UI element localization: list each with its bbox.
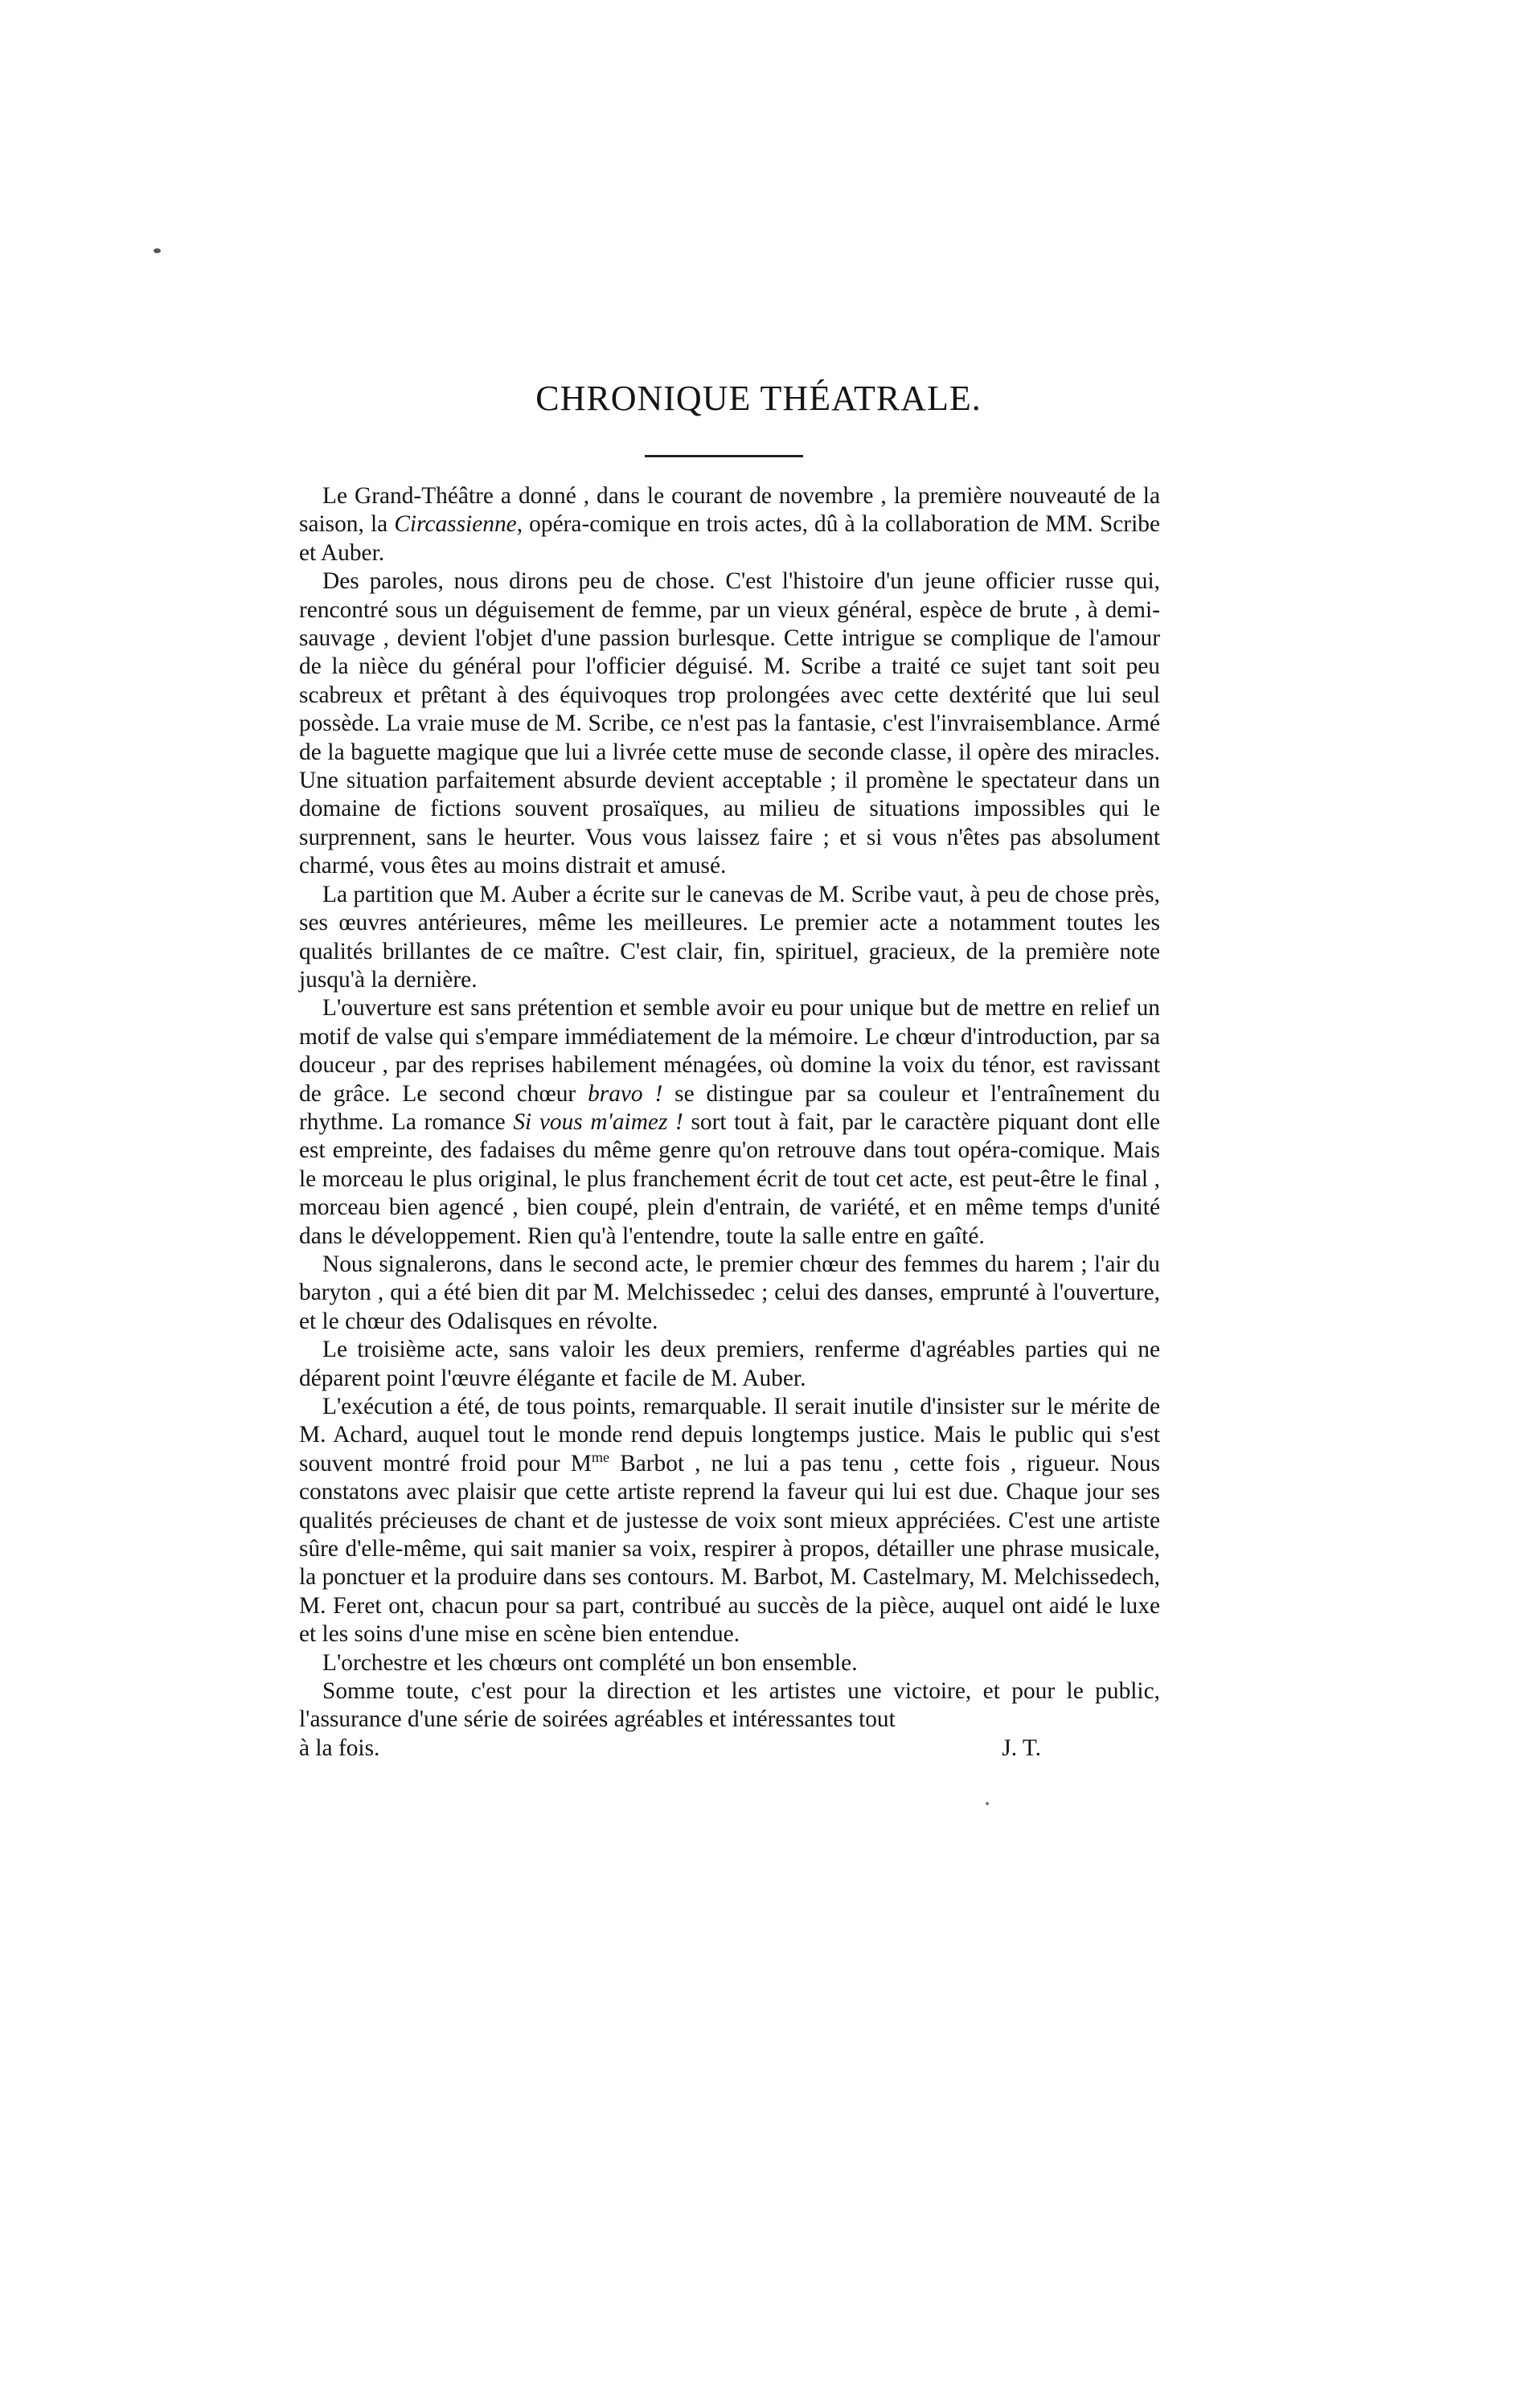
italic-text: Circassienne	[394, 511, 517, 538]
paragraph-text: Somme toute, c'est pour la direction et les artistes une victoire, et pour le public, l'assurance d'une série de soirées agréables et intéressantes tout	[299, 1678, 1160, 1733]
paragraph	[299, 1677, 1160, 1734]
closing-text: à la fois.	[299, 1734, 380, 1761]
paragraph	[299, 881, 1160, 995]
ink-speck	[154, 248, 161, 253]
paragraph	[299, 1649, 1160, 1677]
title-rule	[645, 455, 803, 457]
paragraph	[299, 482, 1160, 567]
article-title: CHRONIQUE THÉATRALE.	[535, 379, 982, 418]
paragraph-text: L'exécution a été, de tous points, remarquable. Il serait inutile d'insister sur le mérite de M. Achard, auquel tout le monde rend depuis longtemps justice. Mais le public qui s'est souvent montré froid pour M	[299, 1394, 1160, 1476]
paragraph-text: Le Grand-Théâtre a donné , dans le courant de novembre , la première nouveauté de la saison, la	[299, 483, 1160, 538]
signature: J. T.	[1002, 1734, 1041, 1761]
paragraph	[299, 1251, 1160, 1336]
paragraph-text: , opéra-comique en trois actes, dû à la collaboration de MM. Scribe et Auber.	[299, 511, 1161, 566]
article-body	[299, 482, 1160, 1763]
paragraph-text: L'orchestre et les chœurs ont complété un bon ensemble.	[322, 1649, 858, 1676]
paragraph	[299, 1336, 1160, 1393]
paragraph-text: Le troisième acte, sans valoir les deux premiers, renferme d'agréables parties qui ne déparent point l'œuvre élégante et facile de M. Auber.	[299, 1337, 1160, 1391]
italic-text: Si vous m'aimez !	[513, 1108, 683, 1135]
superscript-text: me	[591, 1449, 610, 1466]
ink-speck	[986, 1802, 989, 1805]
paragraph	[299, 567, 1160, 880]
paragraph-text: Des paroles, nous dirons peu de chose. C'est l'histoire d'un jeune officier russe qui, rencontré sous un déguisement de femme, par un vieux général, espèce de brute , à demi-sauvage , devient l'objet d'une passion burlesque. Cette intrigue se complique de l'amour de la nièce du général pour l'officier déguisé. M. Scribe a traité ce sujet tant soit peu scabreux et prêtant à des équivoques trop prolongées avec cette dextérité que lui seul possède. La vraie muse de M. Scribe, ce n'est pas la fantasie, c'est l'invraisemblance. Armé de la baguette magique que lui a livrée cette muse de seconde classe, il opère des miracles. Une situation parfaitement absurde devient acceptable ; il promène le spectateur dans un domaine de fictions souvent prosaïques, au milieu de situations impossibles qui le surprennent, sans le heurter. Vous vous laissez faire ; et si vous n'êtes pas absolument charmé, vous êtes au moins distrait et amusé.	[299, 568, 1160, 879]
paragraph-text: sort tout à fait, par le caractère piquant dont elle est empreinte, des fadaises du même genre qu'on retrouve dans tout opéra-comique. Mais le morceau le plus original, le plus franchement écrit de tout cet acte, est peut-être le final , morceau bien agencé , bien coupé, plein d'entrain, de variété, et en même temps d'unité dans le développement. Rien qu'à l'entendre, toute la salle entre en gaîté.	[299, 1108, 1161, 1249]
paragraph-text: se distingue par sa couleur et l'entraînement du rhythme. La romance	[299, 1080, 1160, 1135]
paragraph	[299, 1393, 1160, 1649]
italic-text: bravo !	[588, 1080, 663, 1107]
paragraph-text: L'ouverture est sans prétention et semble avoir eu pour unique but de mettre en relief un motif de valse qui s'empare immédiatement de la mémoire. Le chœur d'introduction, par sa douceur , par des reprises habilement ménagées, où domine la voix du ténor, est ravissant de grâce. Le second chœur	[299, 995, 1160, 1107]
paragraph	[299, 994, 1160, 1251]
paragraph-text: La partition que M. Auber a écrite sur le canevas de M. Scribe vaut, à peu de chose près, ses œuvres antérieures, même les meilleures. Le premier acte a notamment toutes les qualités brillantes de ce maître. C'est clair, fin, spirituel, gracieux, de la première note jusqu'à la dernière.	[299, 881, 1160, 993]
paragraph-text: Barbot , ne lui a pas tenu , cette fois , rigueur. Nous constatons avec plaisir que cette artiste reprend la faveur qui lui est due. Chaque jour ses qualités précieuses de chant et de justesse de voix sont mieux appréciées. C'est une artiste sûre d'elle-même, qui sait manier sa voix, respirer à propos, détailler une phrase musicale, la ponctuer et la produire dans ses contours. M. Barbot, M. Castelmary, M. Melchissedech, M. Feret ont, chacun pour sa part, contribué au succès de la pièce, auquel ont aidé le luxe et les soins d'une mise en scène bien entendue.	[299, 1450, 1160, 1648]
closing-line	[299, 1734, 1160, 1763]
paragraph-text: Nous signalerons, dans le second acte, le premier chœur des femmes du harem ; l'air du baryton , qui a été bien dit par M. Melchissedec ; celui des danses, emprunté à l'ouverture, et le chœur des Odalisques en révolte.	[299, 1251, 1160, 1334]
